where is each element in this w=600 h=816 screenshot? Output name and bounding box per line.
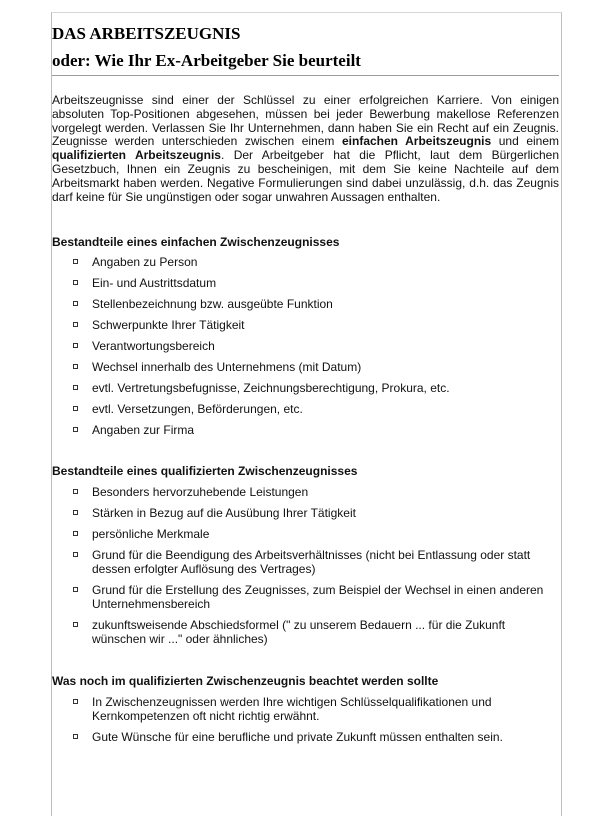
square-bullet-icon (73, 385, 78, 390)
list-item: Angaben zu Person (52, 255, 559, 269)
list-item: Ein- und Austrittsdatum (52, 276, 559, 290)
square-bullet-icon (73, 622, 78, 627)
square-bullet-icon (73, 301, 78, 306)
list-item: Stärken in Bezug auf die Ausübung Ihrer Tätigkeit (52, 506, 559, 520)
document-title: DAS ARBEITSZEUGNIS (52, 24, 241, 43)
square-bullet-icon (73, 552, 78, 557)
intro-bold-a: einfachen Arbeitszeugnis (342, 134, 492, 149)
document-header (52, 22, 559, 76)
square-bullet-icon (73, 322, 78, 327)
list-item: Gute Wünsche für eine berufliche und private Zukunft müssen enthalten sein. (52, 730, 559, 744)
list-item: In Zwischenzeugnissen werden Ihre wichtigen Schlüsselqualifikationen und Kernkompetenzen oft nicht richtig erwähnt. (52, 695, 559, 723)
square-bullet-icon (73, 510, 78, 515)
square-bullet-icon (73, 699, 78, 704)
square-bullet-icon (73, 280, 78, 285)
intro-paragraph (52, 94, 559, 204)
document-subtitle: oder: Wie Ihr Ex-Arbeitgeber Sie beurteilt (52, 51, 361, 70)
intro-text-a: Arbeitszeugnisse sind einer der Schlüssel zu einer erfolgreichen Karriere. Von einigen absoluten Top-Positionen abgesehen, müssen bei jeder Bewerbung makellose Referenzen vorgelegt werden. Verlassen Sie Ihr Unternehmen, dann haben Sie ein Recht auf ein Zeugnis. Zeugnisse werden unterschieden zwischen einem (52, 93, 559, 149)
list-item: Grund für die Erstellung des Zeugnisses, zum Beispiel der Wechsel in einen anderen Unternehmensbereich (52, 583, 559, 611)
list-item: Stellenbezeichnung bzw. ausgeübte Funktion (52, 297, 559, 311)
list-item: Besonders hervorzuhebende Leistungen (52, 485, 559, 499)
square-bullet-icon (73, 364, 78, 369)
list-item: persönliche Merkmale (52, 527, 559, 541)
square-bullet-icon (73, 531, 78, 536)
list-item: evtl. Vertretungsbefugnisse, Zeichnungsberechtigung, Prokura, etc. (52, 381, 559, 395)
list-qualified-components (52, 485, 559, 653)
list-item: Verantwortungsbereich (52, 339, 559, 353)
square-bullet-icon (73, 427, 78, 432)
intro-bold-b: qualifizierten Arbeitszeugnis (52, 148, 221, 163)
square-bullet-icon (73, 734, 78, 739)
section-heading-qualified: Bestandteile eines qualifizierten Zwischenzeugnisses (52, 464, 358, 478)
square-bullet-icon (73, 406, 78, 411)
list-item: Grund für die Beendigung des Arbeitsverhältnisses (nicht bei Entlassung oder statt dessen erfolgter Auflösung des Vertrages) (52, 548, 559, 576)
list-item: Wechsel innerhalb des Unternehmens (mit Datum) (52, 360, 559, 374)
list-notes (52, 695, 559, 751)
section-heading-notes: Was noch im qualifizierten Zwischenzeugnis beachtet werden sollte (52, 674, 439, 688)
intro-text-b: und einem (491, 134, 559, 149)
list-item: Schwerpunkte Ihrer Tätigkeit (52, 318, 559, 332)
list-item: evtl. Versetzungen, Beförderungen, etc. (52, 402, 559, 416)
intro-text-c: . Der Arbeitgeber hat die Pflicht, laut dem Bürgerlichen Gesetzbuch, Ihnen ein Zeugnis zu bescheinigen, mit dem Sie keine Nachteile auf dem Arbeitsmarkt haben werden. Negative Formulierungen sind dabei unzulässig, d.h. das Zeugnis darf keine für Sie ungünstigen oder sogar unwahren Aussagen enthalten. (52, 148, 559, 204)
square-bullet-icon (73, 259, 78, 264)
square-bullet-icon (73, 343, 78, 348)
square-bullet-icon (73, 489, 78, 494)
list-item: Angaben zur Firma (52, 423, 559, 437)
list-item: zukunftsweisende Abschiedsformel (" zu unserem Bedauern ... für die Zukunft wünschen wir ..." oder ähnliches) (52, 618, 559, 646)
list-simple-components (52, 255, 559, 444)
square-bullet-icon (73, 587, 78, 592)
section-heading-simple: Bestandteile eines einfachen Zwischenzeugnisses (52, 235, 340, 249)
